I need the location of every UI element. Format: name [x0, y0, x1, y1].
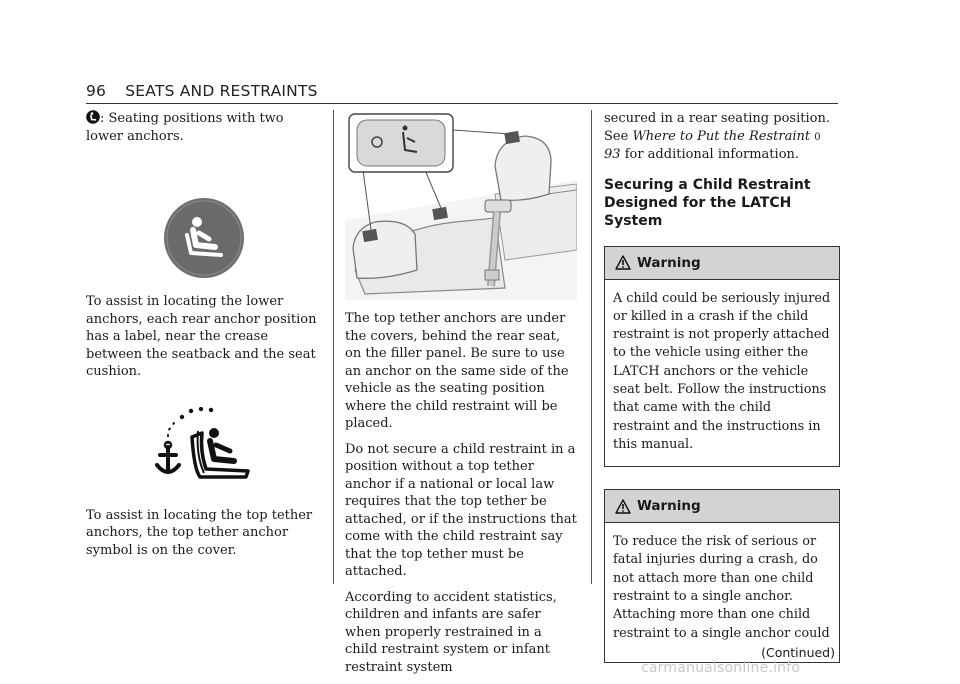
column-1 — [86, 110, 322, 567]
warning-box-1 — [604, 246, 840, 468]
tether-location-paragraph: The top tether anchors are under the covers, behind the rear seat, on the filler panel. Be sure to use an anchor on the same side of the vehicle as the seating position where the child restraint will be placed. — [345, 311, 569, 431]
header-rule — [86, 103, 838, 104]
accident-statistics-paragraph: According to accident statistics, children and infants are safer when properly restrained in a child restraint system or infant restraint system — [345, 589, 557, 675]
warning-header — [605, 490, 839, 523]
top-tether-anchor-symbol-icon — [154, 407, 254, 485]
column-divider — [591, 110, 592, 584]
column-divider — [333, 110, 334, 584]
lower-anchor-symbol-icon — [163, 197, 245, 279]
latch-section-heading: Securing a Child Restraint Designed for the LATCH System — [604, 176, 811, 229]
warning-title: Warning — [637, 498, 701, 515]
warning-triangle-icon — [615, 499, 631, 514]
section-title: SEATS AND RESTRAINTS — [125, 82, 318, 100]
column-2 — [345, 110, 578, 684]
tether-law-paragraph: Do not secure a child restraint in a position without a top tether anchor if a national or local law requires that the top tether be attached, or if the instructions that come with the child restraint say that the top tether must be attached. — [345, 441, 577, 579]
watermark: carmanualsonline.info — [641, 660, 801, 676]
warning-header — [605, 247, 839, 280]
restraint-placement-page[interactable]: 93 — [604, 147, 621, 162]
warning-text: To reduce the risk of serious or fatal injuries during a crash, do not attach more than one child restraint to a single anchor. Attaching more than one child restraint to a single anchor could — [613, 534, 830, 641]
warning-title: Warning — [637, 254, 701, 271]
top-tether-paragraph: To assist in locating the top tether anchors, the top tether anchor symbol is on the cover. — [86, 507, 313, 558]
restraint-placement-link[interactable]: Where to Put the Restraint — [632, 128, 811, 144]
lower-anchor-badge-icon — [86, 110, 100, 124]
warning-box-2 — [604, 489, 840, 663]
warning-triangle-icon — [615, 255, 631, 270]
column-3 — [604, 110, 840, 663]
warning-text: A child could be seriously injured or killed in a crash if the child restraint is not properly attached to the vehicle using either the LATCH anchors or the vehicle seat belt. Follow the instructions that came with the child restraint and the instructions in this manual. — [613, 290, 831, 452]
lower-anchor-paragraph: To assist in locating the lower anchors, each rear anchor position has a label, near the crease between the seatback and the seat cushion. — [86, 294, 317, 379]
rear-seating-paragraph: secured in a rear seating position. See Where to Put the Restraint 0 93 for additional information. — [604, 111, 830, 162]
rear-seat-tether-illustration — [345, 110, 577, 300]
page-ref-arrow: 0 — [814, 131, 821, 143]
page-header — [86, 82, 318, 100]
page-number: 96 — [86, 82, 107, 100]
lower-anchor-icon-caption: : Seating positions with two lower anchors. — [86, 111, 284, 144]
continued-label: (Continued) — [761, 644, 835, 660]
